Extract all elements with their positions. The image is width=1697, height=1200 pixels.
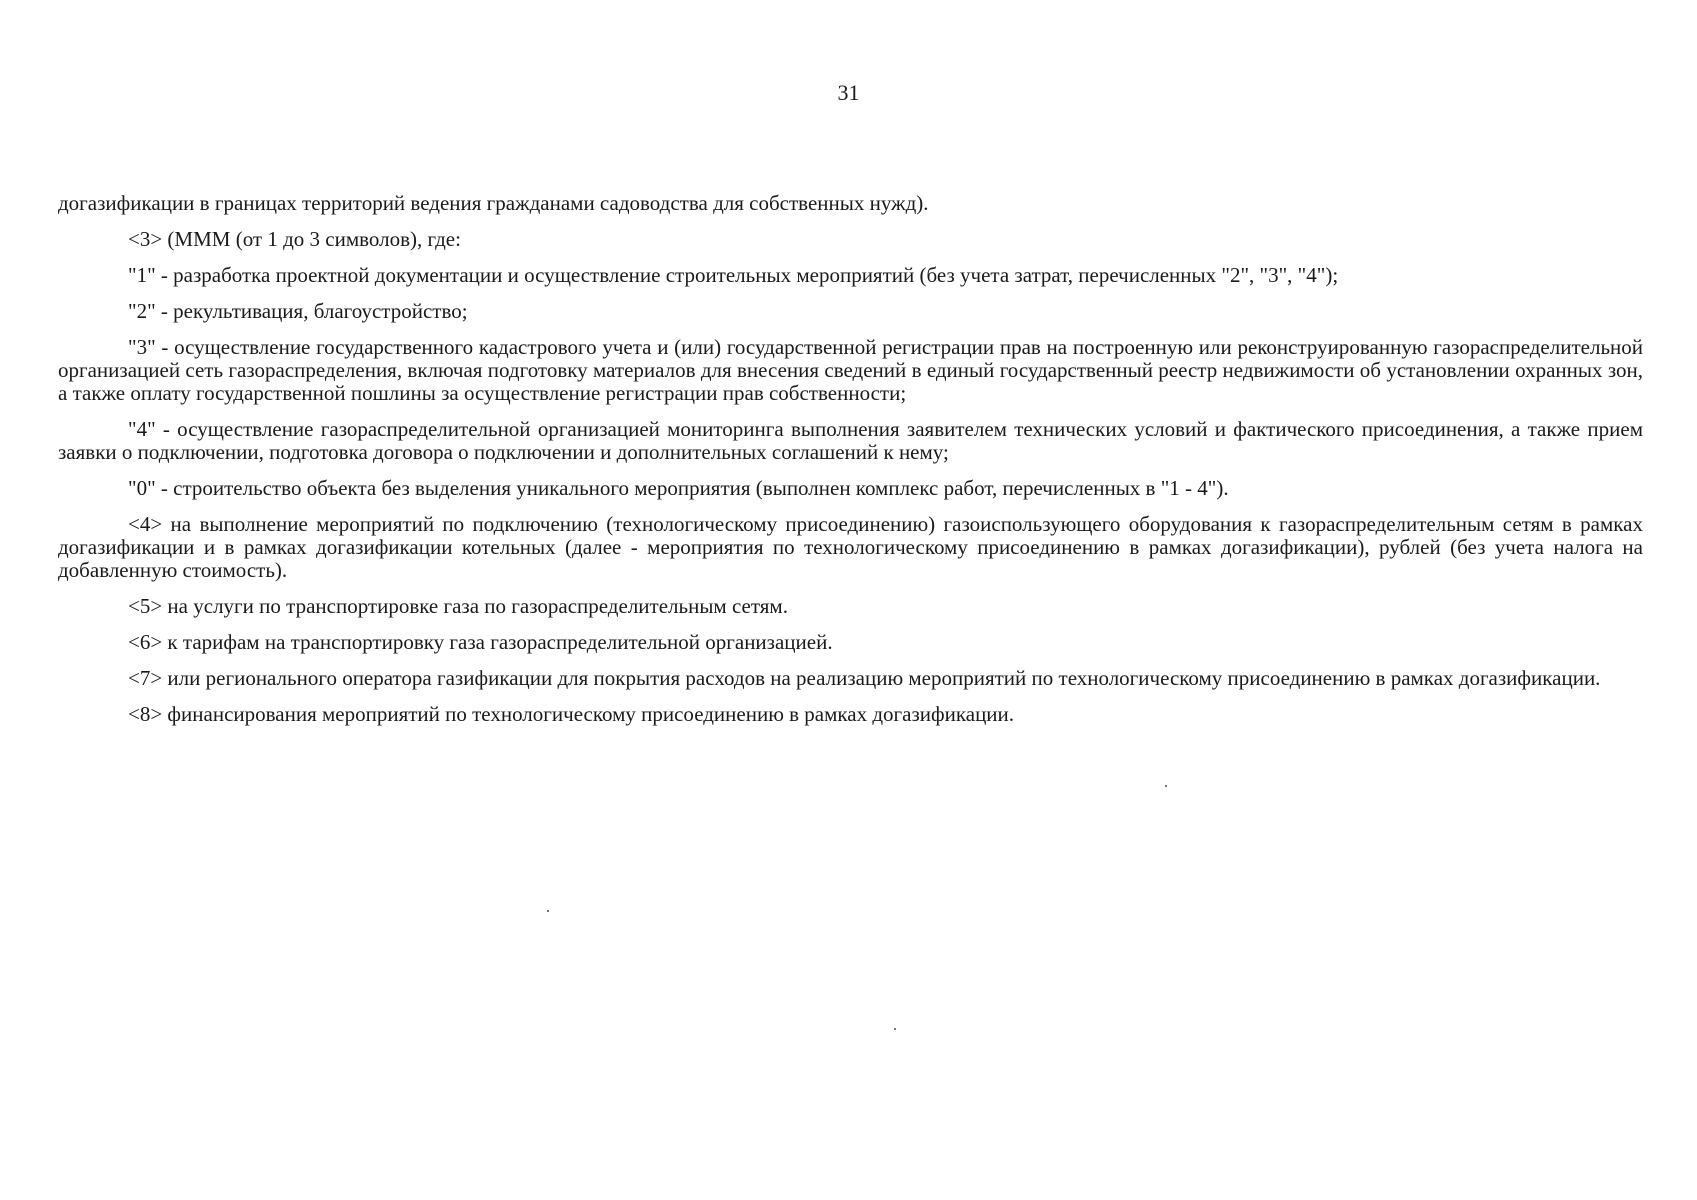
footnote-3: <3> (МММ (от 1 до 3 символов), где:: [128, 227, 461, 251]
footnote-3-item-1: "1" - разработка проектной документации и осуществление строительных мероприятий (без учета затрат, перечисленных "2", "3", "4");: [128, 263, 1339, 287]
footnote-3-item-4: "4" - осуществление газораспределительной организацией мониторинга выполнения заявителем технических условий и фактического присоединения, а также прием заявки о подключении, подготовка договора о подключении и дополнительных соглашений к нему;: [58, 417, 1643, 464]
footnote-4: <4> на выполнение мероприятий по подключению (технологическому присоединению) газоиспользующего оборудования к газораспределительным сетям в рамках догазификации и в рамках догазификации котельных (далее - мероприятия по технологическому присоединению в рамках догазификации), рублей (без учета налога на добавленную стоимость).: [58, 512, 1643, 582]
footnote-8: <8> финансирования мероприятий по технологическому присоединению в рамках догазификации.: [128, 702, 1015, 726]
paragraph-continuation: догазификации в границах территорий ведения гражданами садоводства для собственных нужд).: [58, 191, 929, 215]
footnote-3-item-2: "2" - рекультивация, благоустройство;: [128, 299, 468, 323]
document-body: [58, 192, 1643, 739]
footnote-7: <7> или регионального оператора газификации для покрытия расходов на реализацию мероприятий по технологическому присоединению в рамках догазификации.: [128, 666, 1601, 690]
scan-speck: [894, 1028, 896, 1030]
scan-speck: [547, 910, 549, 912]
page-number: 31: [837, 80, 860, 105]
scan-speck: [1165, 785, 1167, 787]
footnote-5: <5> на услуги по транспортировке газа по газораспределительным сетям.: [128, 594, 788, 618]
footnote-6: <6> к тарифам на транспортировку газа газораспределительной организацией.: [128, 630, 833, 654]
footnote-3-item-3: "3" - осуществление государственного кадастрового учета и (или) государственной регистрации прав на построенную или реконструированную газораспределительной организацией сеть газораспределения, включая подготовку материалов для внесения сведений в единый государственный реестр недвижимости об установлении охранных зон, а также оплату государственной пошлины за осуществление регистрации прав собственности;: [58, 335, 1643, 405]
footnote-3-item-0: "0" - строительство объекта без выделения уникального мероприятия (выполнен комплекс работ, перечисленных в "1 - 4").: [128, 476, 1229, 500]
